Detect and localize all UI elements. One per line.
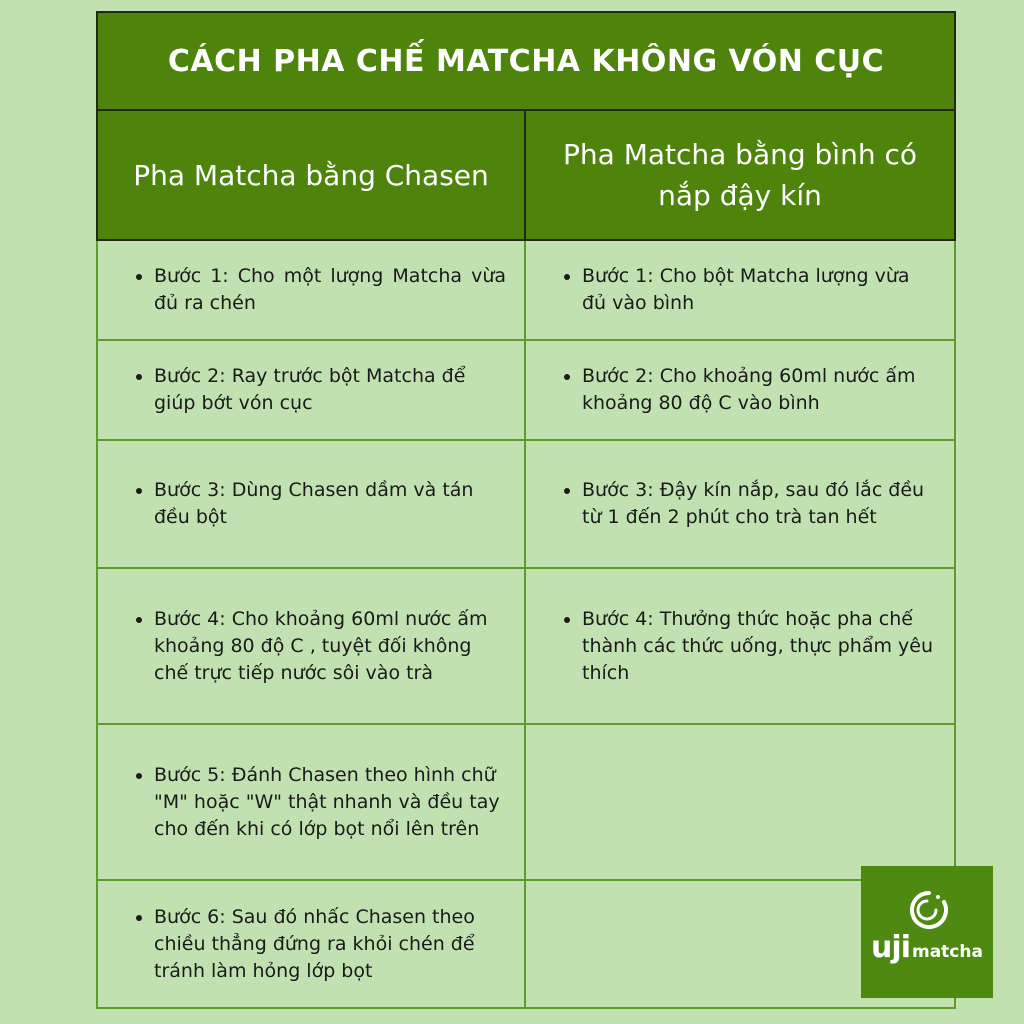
table-row	[97, 724, 955, 880]
step-text: • Bước 1: Cho bột Matcha lượng vừa đủ vào bình	[582, 263, 936, 317]
column-header-chasen: Pha Matcha bằng Chasen	[97, 110, 525, 240]
bottle-step-empty-5	[525, 724, 955, 880]
chasen-step-2	[97, 340, 525, 440]
chasen-step-3	[97, 440, 525, 568]
step-text: • Bước 6: Sau đó nhấc Chasen theo chiều thẳng đứng ra khỏi chén để tránh làm hỏng lớp bọt	[154, 904, 506, 985]
step-text: • Bước 1: Cho một lượng Matcha vừa đủ ra chén	[154, 263, 506, 317]
bottle-step-1	[525, 240, 955, 340]
column-header-bottle: Pha Matcha bằng bình có nắp đậy kín	[525, 110, 955, 240]
table-row	[97, 340, 955, 440]
step-text: • Bước 4: Cho khoảng 60ml nước ấm khoảng 80 độ C , tuyệt đối không chế trực tiếp nước sôi vào trà	[154, 606, 506, 687]
step-text: • Bước 3: Đậy kín nắp, sau đó lắc đều từ 1 đến 2 phút cho trà tan hết	[582, 477, 936, 531]
chasen-step-6	[97, 880, 525, 1008]
logo-wordmark	[861, 930, 993, 965]
table-row	[97, 568, 955, 724]
table-row	[97, 440, 955, 568]
table-row	[97, 240, 955, 340]
bottle-step-2	[525, 340, 955, 440]
bottle-step-4	[525, 568, 955, 724]
step-text: • Bước 2: Ray trước bột Matcha để giúp bớt vón cục	[154, 363, 506, 417]
logo-brand-uji: uji	[871, 930, 910, 965]
recipe-table-wrapper	[96, 11, 954, 1009]
step-text: • Bước 5: Đánh Chasen theo hình chữ "M" hoặc "W" thật nhanh và đều tay cho đến khi có lớp bọt nổi lên trên	[154, 762, 506, 843]
chasen-step-4	[97, 568, 525, 724]
step-text: • Bước 3: Dùng Chasen dầm và tán đều bột	[154, 477, 506, 531]
chasen-step-5	[97, 724, 525, 880]
table-row	[97, 880, 955, 1008]
chasen-step-1	[97, 240, 525, 340]
step-text: • Bước 4: Thưởng thức hoặc pha chế thành các thức uống, thực phẩm yêu thích	[582, 606, 936, 687]
logo-brand-matcha: matcha	[911, 942, 983, 962]
crescent-swirl-icon	[905, 888, 949, 932]
bottle-step-3	[525, 440, 955, 568]
page-title: CÁCH PHA CHẾ MATCHA KHÔNG VÓN CỤC	[97, 12, 955, 110]
recipe-table	[96, 11, 956, 1009]
step-text: • Bước 2: Cho khoảng 60ml nước ấm khoảng 80 độ C vào bình	[582, 363, 936, 417]
uji-matcha-logo	[861, 866, 993, 998]
